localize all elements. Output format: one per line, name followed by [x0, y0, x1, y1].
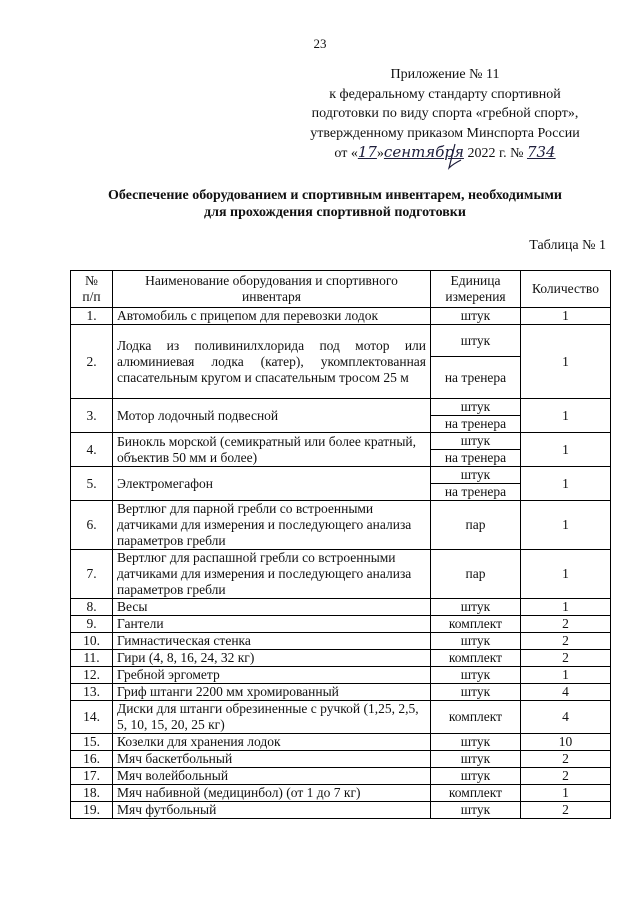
- row-name: Гантели: [113, 616, 431, 633]
- handwriting-stroke-icon: [435, 142, 475, 172]
- date-prefix: от «: [334, 146, 358, 161]
- row-qty: 1: [521, 308, 611, 325]
- row-name: Лодка из поливинилхлорида под мотор или алюминиевая лодка (катер), укомплектованная спасательным кругом и спасательным тросом 25 м: [113, 325, 431, 399]
- row-num: 15.: [71, 734, 113, 751]
- table-row: [71, 650, 611, 667]
- table-row: [71, 734, 611, 751]
- title-line: для прохождения спортивной подготовки: [204, 205, 466, 220]
- row-unit: комплект: [431, 701, 521, 734]
- appendix-line: к федеральному стандарту спортивной: [329, 86, 561, 102]
- table-row: [71, 785, 611, 802]
- row-name: Козелки для хранения лодок: [113, 734, 431, 751]
- row-name: Бинокль морской (семикратный или более кратный, объектив 50 мм и более): [113, 433, 431, 467]
- date-mid: »: [376, 146, 384, 161]
- row-unit: пар: [431, 501, 521, 550]
- row-unit: на тренера: [431, 450, 521, 467]
- table-row: [71, 308, 611, 325]
- row-name: Мяч баскетбольный: [113, 751, 431, 768]
- row-name: Электромегафон: [113, 467, 431, 501]
- row-qty: 2: [521, 802, 611, 819]
- row-qty: 1: [521, 501, 611, 550]
- row-qty: 1: [521, 599, 611, 616]
- row-num: 18.: [71, 785, 113, 802]
- row-unit: штук: [431, 684, 521, 701]
- row-num: 14.: [71, 701, 113, 734]
- row-qty: 1: [521, 785, 611, 802]
- appendix-line: Приложение № 11: [390, 67, 500, 82]
- row-name: Мяч футбольный: [113, 802, 431, 819]
- row-qty: 2: [521, 751, 611, 768]
- row-num: 9.: [71, 616, 113, 633]
- table-row: [71, 599, 611, 616]
- row-num: 19.: [71, 802, 113, 819]
- row-unit: штук: [431, 633, 521, 650]
- row-num: 6.: [71, 501, 113, 550]
- row-qty: 4: [521, 701, 611, 734]
- handwritten-order-number: 734: [526, 143, 556, 161]
- row-qty: 1: [521, 433, 611, 467]
- row-num: 4.: [71, 433, 113, 467]
- table-row: [71, 667, 611, 684]
- row-unit: штук: [431, 467, 521, 484]
- row-unit: штук: [431, 667, 521, 684]
- row-qty: 1: [521, 399, 611, 433]
- row-unit: штук: [431, 308, 521, 325]
- table-row: [71, 550, 611, 599]
- table-row: [71, 751, 611, 768]
- row-unit: комплект: [431, 785, 521, 802]
- row-qty: 10: [521, 734, 611, 751]
- row-unit: штук: [431, 433, 521, 450]
- row-num: 11.: [71, 650, 113, 667]
- table-row: [71, 467, 611, 484]
- row-name: Вертлюг для распашной гребли со встроенными датчиками для измерения и последующего анализа параметров гребли: [113, 550, 431, 599]
- table-row: [71, 616, 611, 633]
- row-name: Гимнастическая стенка: [113, 633, 431, 650]
- row-num: 10.: [71, 633, 113, 650]
- row-qty: 2: [521, 650, 611, 667]
- header-name: Наименование оборудования и спортивного инвентаря: [113, 271, 431, 308]
- row-unit: штук: [431, 802, 521, 819]
- row-name: Гири (4, 8, 16, 24, 32 кг): [113, 650, 431, 667]
- document-title: [70, 187, 600, 221]
- equipment-table: [70, 270, 611, 819]
- row-qty: 2: [521, 633, 611, 650]
- date-mid: 2022 г. №: [463, 146, 527, 161]
- row-unit: пар: [431, 550, 521, 599]
- title-line: Обеспечение оборудованием и спортивным инвентарем, необходимыми: [108, 188, 562, 203]
- row-name: Диски для штанги обрезиненные с ручкой (1,25, 2,5, 5, 10, 15, 20, 25 кг): [113, 701, 431, 734]
- row-num: 12.: [71, 667, 113, 684]
- row-qty: 1: [521, 467, 611, 501]
- row-qty: 4: [521, 684, 611, 701]
- row-name: Гриф штанги 2200 мм хромированный: [113, 684, 431, 701]
- row-unit: штук: [431, 768, 521, 785]
- row-unit: на тренера: [431, 484, 521, 501]
- row-qty: 2: [521, 768, 611, 785]
- row-name: Мяч волейбольный: [113, 768, 431, 785]
- row-num: 8.: [71, 599, 113, 616]
- row-unit: штук: [431, 734, 521, 751]
- table-row: [71, 325, 611, 357]
- header-qty: Количество: [521, 271, 611, 308]
- table-row: [71, 684, 611, 701]
- table-row: [71, 433, 611, 450]
- table-row: [71, 802, 611, 819]
- row-unit: на тренера: [431, 357, 521, 399]
- table-header-row: [71, 271, 611, 308]
- row-name: Гребной эргометр: [113, 667, 431, 684]
- table-row: [71, 768, 611, 785]
- row-name: Мотор лодочный подвесной: [113, 399, 431, 433]
- row-name: Автомобиль с прицепом для перевозки лодок: [113, 308, 431, 325]
- row-num: 16.: [71, 751, 113, 768]
- row-unit: комплект: [431, 650, 521, 667]
- row-num: 1.: [71, 308, 113, 325]
- appendix-line: утвержденному приказом Минспорта России: [310, 125, 580, 141]
- header-num: № п/п: [71, 271, 113, 308]
- row-unit: штук: [431, 325, 521, 357]
- header-unit: Единица измерения: [431, 271, 521, 308]
- table-caption: Таблица № 1: [529, 238, 606, 253]
- row-num: 3.: [71, 399, 113, 433]
- row-num: 7.: [71, 550, 113, 599]
- appendix-line: подготовки по виду спорта «гребной спорт»,: [311, 106, 579, 121]
- table-row: [71, 701, 611, 734]
- row-num: 2.: [71, 325, 113, 399]
- row-num: 5.: [71, 467, 113, 501]
- table-row: [71, 501, 611, 550]
- row-name: Весы: [113, 599, 431, 616]
- row-qty: 1: [521, 325, 611, 399]
- row-name: Мяч набивной (медицинбол) (от 1 до 7 кг): [113, 785, 431, 802]
- table-row: [71, 633, 611, 650]
- handwritten-day: 17: [357, 143, 377, 161]
- row-num: 17.: [71, 768, 113, 785]
- row-qty: 1: [521, 667, 611, 684]
- row-name: Вертлюг для парной гребли со встроенными датчиками для измерения и последующего анализа параметров гребли: [113, 501, 431, 550]
- handwritten-month: сентября: [383, 143, 464, 161]
- table-row: [71, 399, 611, 416]
- row-qty: 2: [521, 616, 611, 633]
- row-unit: штук: [431, 399, 521, 416]
- row-unit: на тренера: [431, 416, 521, 433]
- page-number: 23: [313, 36, 327, 51]
- row-unit: штук: [431, 599, 521, 616]
- row-num: 13.: [71, 684, 113, 701]
- row-qty: 1: [521, 550, 611, 599]
- row-unit: штук: [431, 751, 521, 768]
- row-unit: комплект: [431, 616, 521, 633]
